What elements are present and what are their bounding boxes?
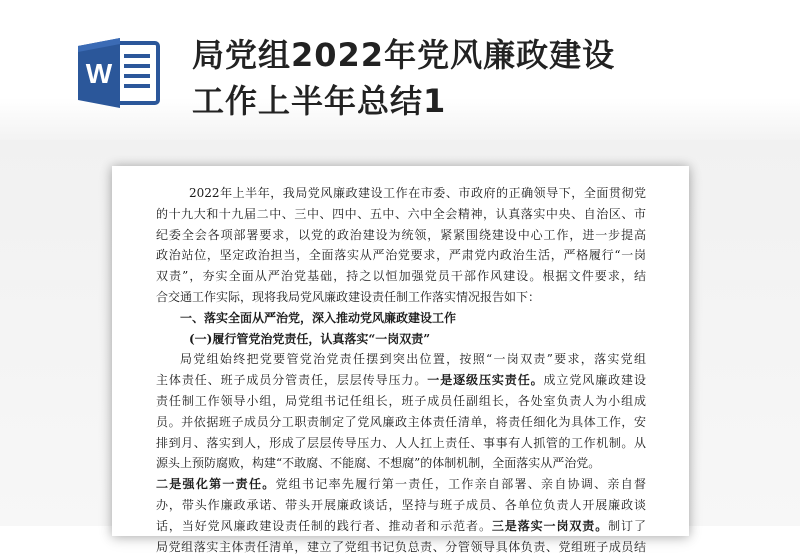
text-run: 主体责任、班子成员分管责任，层层传导压力。	[156, 373, 428, 388]
document-body	[156, 183, 646, 557]
bold-run: 一是逐级压实责任。	[427, 373, 544, 388]
bold-run: 三是落实一岗双责。	[491, 518, 609, 533]
paragraph-line	[156, 370, 646, 391]
section-heading: 一、落实全面从严治党，深入推动党风廉政建设工作	[180, 310, 457, 325]
paragraph-line: 办，带头作廉政承诺、带头开展廉政谈话，坚持与班子成员、各单位负责人开展廉政谈	[156, 497, 646, 512]
document-preview	[112, 166, 689, 554]
paragraph-line: 纪委全会各项部署要求，以党的政治建设为统领，紧紧围绕建设中心工作，进一步提高	[156, 227, 646, 242]
svg-text:W: W	[85, 58, 113, 89]
text-run: 成立党风廉政建设	[543, 373, 646, 388]
paragraph-line: 局党组始终把党要管党治党责任摆到突出位置，按照“一岗双责”要求，落实党组	[180, 352, 646, 367]
title-line-1: 局党组2022年党风廉政建设	[192, 36, 616, 74]
title-line-2: 工作上半年总结1	[192, 82, 447, 120]
paragraph-line: 责任制工作领导小组，局党组书记任组长，班子成员任副组长，各处室负责人为小组成	[156, 393, 646, 408]
text-run: 话，当好党风廉政建设责任制的践行者、推动者和示范者。	[156, 518, 492, 533]
paragraph-line: 局党组落实主体责任清单，建立了党组书记负总责、分管领导具体负责、党组班子成员结	[156, 539, 646, 554]
paragraph-line: 合交通工作实际，现将我局党风廉政建设责任制工作落实情况报告如下：	[156, 289, 541, 304]
word-icon	[76, 36, 162, 110]
paragraph-line: 政治站位，坚定政治担当，全面落实从严治党要求，严肃党内政治生活，严格履行“一岗	[156, 248, 646, 263]
text-run: 制订了	[608, 518, 646, 533]
paragraph-line	[156, 474, 646, 495]
subsection-heading: (一)履行管党治党责任，认真落实“一岗双责”	[189, 331, 431, 346]
page-title	[192, 32, 752, 124]
paragraph-line: 双责”，夯实全面从严治党基础，持之以恒加强党员干部作风建设。根据文件要求，结	[156, 269, 646, 284]
paragraph-line: 的十九大和十九届二中、三中、四中、五中、六中全会精神，认真落实中央、自治区、市	[156, 206, 646, 221]
paragraph-line: 员。并依据班子成员分工职责制定了党风廉政主体责任清单，将责任细化为具体工作，安	[156, 414, 646, 429]
paragraph-line: 源头上预防腐败，构建“不敢腐、不能腐、不想腐”的体制机制，全面落实从严治党。	[156, 456, 601, 471]
bold-run: 二是强化第一责任。	[156, 477, 276, 492]
text-run: 党组书记率先履行第一责任，工作亲自部署、亲自协调、亲自督	[275, 477, 646, 492]
paragraph-line: 排到月、落实到人，形成了层层传导压力、人人扛上责任、事事有人抓管的工作机制。从	[156, 435, 646, 450]
paragraph-line: 2022年上半年，我局党风廉政建设工作在市委、市政府的正确领导下，全面贯彻党	[189, 186, 646, 200]
paragraph-line	[156, 516, 646, 537]
